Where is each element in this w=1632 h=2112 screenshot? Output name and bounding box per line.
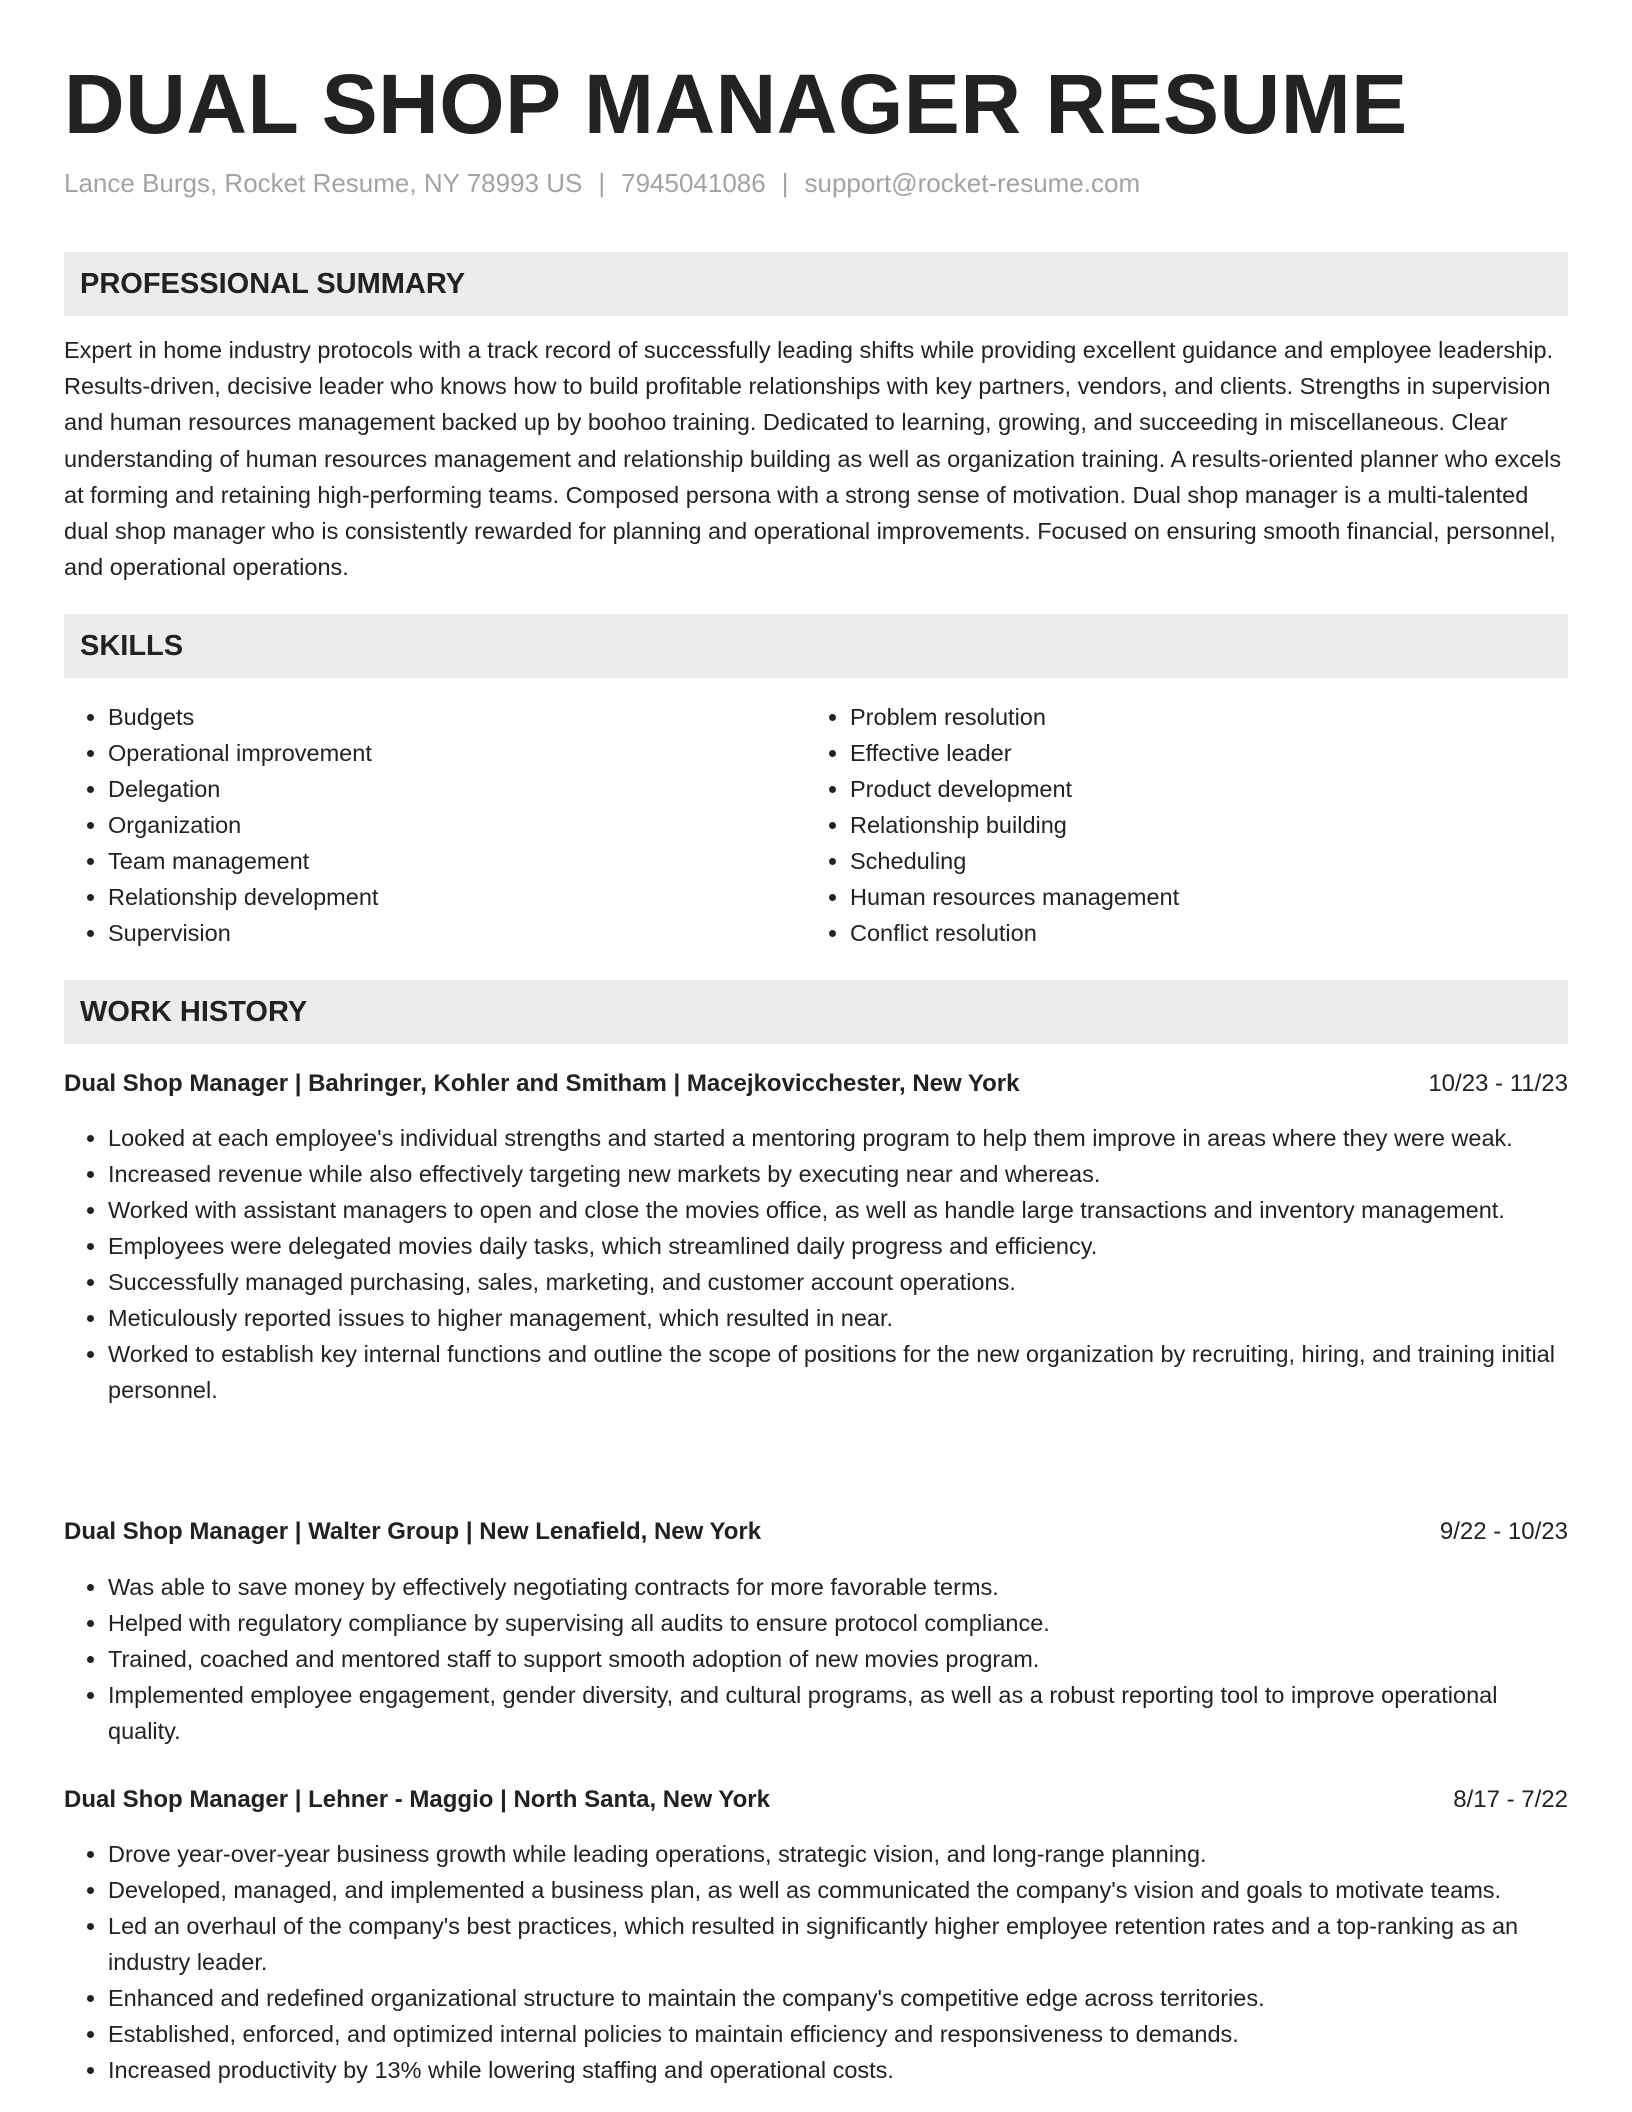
job-header (64, 1514, 1568, 1550)
job-bullets (64, 1836, 1568, 2088)
job-bullet: • Increased revenue while also effectively targeting new markets by executing near and whereas. (108, 1156, 1568, 1192)
job-header (64, 1782, 1568, 1818)
skill-item: • Problem resolution (850, 699, 1548, 735)
job-header (64, 1066, 1568, 1102)
skill-item: • Organization (108, 807, 806, 843)
contact-separator: | (598, 168, 606, 198)
contact-email: support@rocket-resume.com (804, 168, 1141, 198)
summary-text: Expert in home industry protocols with a track record of successfully leading shifts while providing excellent guidance and employee leadership. Results-driven, decisive leader who knows how to build profitable relationships with key partners, vendors, and clients. Strengths in supervision and human resources management backed up by boohoo training. Dedicated to learning, growing, and succeeding in miscellaneous. Clear understanding of human resources management and relationship building as well as organization training. A results-oriented planner who excels at forming and retaining high-performing teams. Composed persona with a strong sense of motivation. Dual shop manager is a multi-talented dual shop manager who is consistently rewarded for planning and operational improvements. Focused on ensuring smooth financial, personnel, and operational operations. (64, 337, 1562, 581)
job-bullet: • Established, enforced, and optimized internal policies to maintain efficiency and responsiveness to demands. (108, 2016, 1568, 2052)
job-bullets (64, 1120, 1568, 1408)
skills-list (64, 699, 1568, 951)
skill-item: • Delegation (108, 771, 806, 807)
work-history-heading: WORK HISTORY (64, 980, 1568, 1044)
contact-line (64, 168, 1140, 199)
job-bullet: • Helped with regulatory compliance by supervising all audits to ensure protocol compliance. (108, 1605, 1568, 1641)
job-bullet: • Worked with assistant managers to open and close the movies office, as well as handle large transactions and inventory management. (108, 1192, 1568, 1228)
job-bullet: • Worked to establish key internal functions and outline the scope of positions for the new organization by recruiting, hiring, and training initial personnel. (108, 1336, 1568, 1408)
job-bullet: • Trained, coached and mentored staff to support smooth adoption of new movies program. (108, 1641, 1568, 1677)
resume-title: DUAL SHOP MANAGER RESUME (64, 57, 1408, 151)
job-bullet: • Employees were delegated movies daily tasks, which streamlined daily progress and efficiency. (108, 1228, 1568, 1264)
skill-item: • Scheduling (850, 843, 1548, 879)
contact-address: Lance Burgs, Rocket Resume, NY 78993 US (64, 168, 583, 198)
contact-phone: 7945041086 (621, 168, 766, 198)
job-bullet: • Drove year-over-year business growth while leading operations, strategic vision, and long-range planning. (108, 1836, 1568, 1872)
skill-item: • Budgets (108, 699, 806, 735)
skill-item: • Relationship building (850, 807, 1548, 843)
skill-item: • Effective leader (850, 735, 1548, 771)
summary-heading: PROFESSIONAL SUMMARY (64, 252, 1568, 316)
skill-item: • Conflict resolution (850, 915, 1548, 951)
job-dates: 8/17 - 7/22 (1453, 1786, 1568, 1813)
job-bullet: • Led an overhaul of the company's best practices, which resulted in significantly higher employee retention rates and a top-ranking as an industry leader. (108, 1908, 1568, 1980)
skills-heading: SKILLS (64, 614, 1568, 678)
skill-item: • Human resources management (850, 879, 1548, 915)
skills-column-right (806, 699, 1548, 951)
job-bullets (64, 1569, 1568, 1749)
job-dates: 9/22 - 10/23 (1439, 1518, 1568, 1545)
job-bullet: • Was able to save money by effectively negotiating contracts for more favorable terms. (108, 1569, 1568, 1605)
skills-column-left (64, 699, 806, 951)
job-dates: 10/23 - 11/23 (1428, 1070, 1568, 1097)
skill-item: • Supervision (108, 915, 806, 951)
contact-separator: | (781, 168, 789, 198)
skill-item: • Operational improvement (108, 735, 806, 771)
job-bullet: • Looked at each employee's individual strengths and started a mentoring program to help them improve in areas where they were weak. (108, 1120, 1568, 1156)
job-title: Dual Shop Manager | Walter Group | New Lenafield, New York (64, 1518, 762, 1545)
job-bullet: • Successfully managed purchasing, sales, marketing, and customer account operations. (108, 1264, 1568, 1300)
job-bullet: • Enhanced and redefined organizational structure to maintain the company's competitive edge across territories. (108, 1980, 1568, 2016)
skill-item: • Product development (850, 771, 1548, 807)
job-title: Dual Shop Manager | Bahringer, Kohler and Smitham | Macejkovicchester, New York (64, 1070, 1020, 1097)
skill-item: • Relationship development (108, 879, 806, 915)
job-bullet: • Meticulously reported issues to higher management, which resulted in near. (108, 1300, 1568, 1336)
skill-item: • Team management (108, 843, 806, 879)
job-bullet: • Developed, managed, and implemented a business plan, as well as communicated the company's vision and goals to motivate teams. (108, 1872, 1568, 1908)
job-bullet: • Implemented employee engagement, gender diversity, and cultural programs, as well as a robust reporting tool to improve operational quality. (108, 1677, 1568, 1749)
job-bullet: • Increased productivity by 13% while lowering staffing and operational costs. (108, 2052, 1568, 2088)
job-title: Dual Shop Manager | Lehner - Maggio | North Santa, New York (64, 1786, 770, 1813)
